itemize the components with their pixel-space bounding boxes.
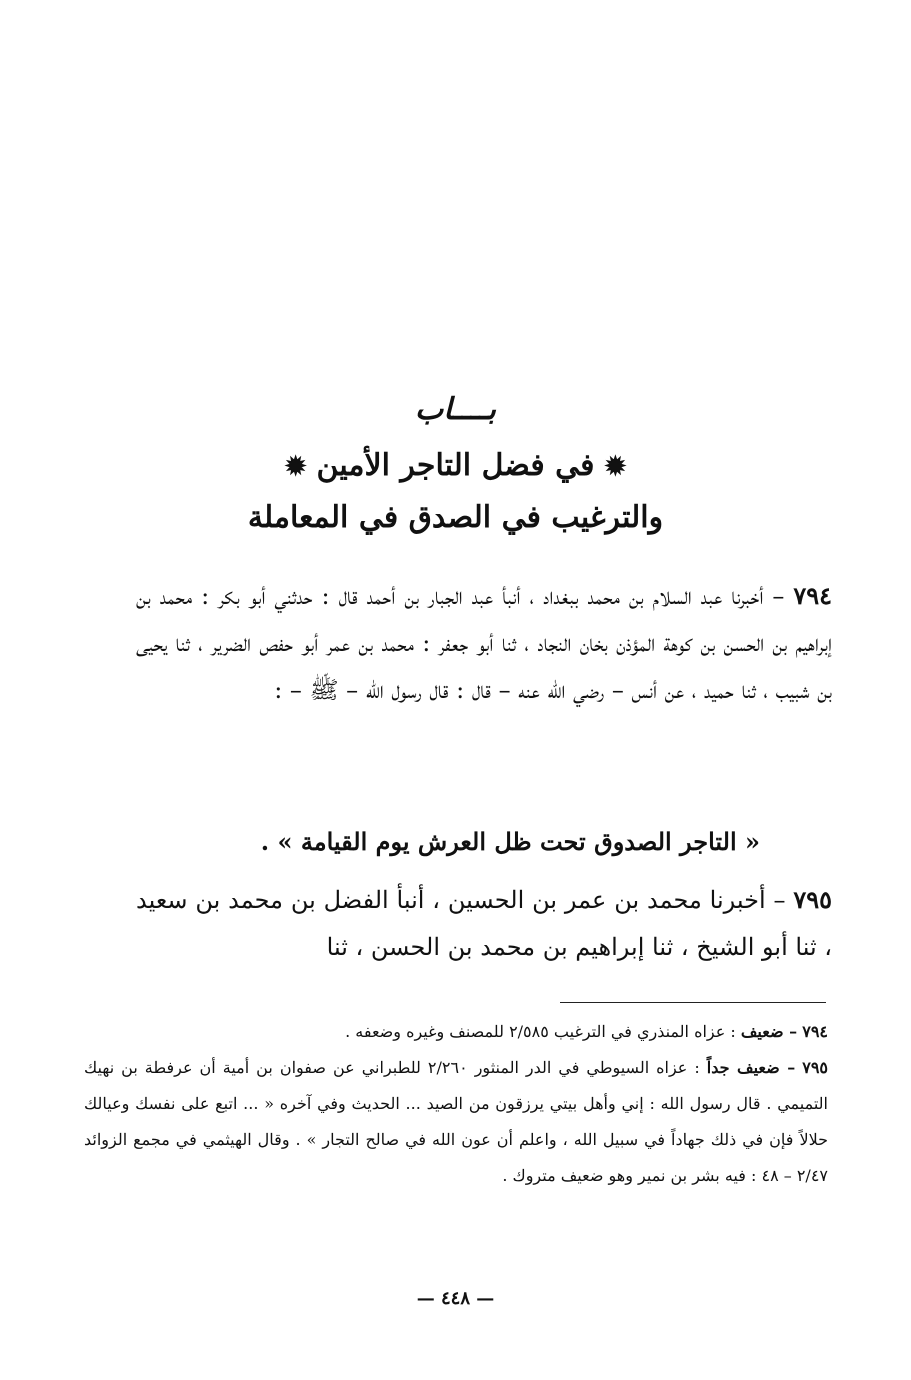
footnote-text: : عزاه المنذري في الترغيب ٢/٥٨٥ للمصنف وغيره وضعفه . [345,1022,736,1041]
hadith-794-text: – أخبرنا عبد السلام بن محمد ببغداد ، أنبأ عبد الجبار بن أحمد قال : حدثني أبو بكر : محمد بن إبراهيم بن الحسن بن كوهة المؤذن بخان النجاد ، ثنا أبو جعفر : محمد بن عمر أبو حفص الضرير ، ثنا يحيى بن شبيب ، ثنا حميد ، عن أنس – رضي الله عنه – قال : قال رسول الله – ﷺ – : [136,582,833,704]
footnote-text: : عزاه السيوطي في الدر المنثور ٢/٢٦٠ للطبراني عن صفوان بن أمية أن عرفطة بن نهيك التميمي . قال رسول الله : إني وأهل بيتي يرزقون من الصيد ... الحديث وفي آخره « ... اتبع على نفسك وعيالك حلالاً فإن في ذلك جهاداً في سبيل الله ، واعلم أن عون الله في صالح التجار » . وقال الهيثمي في مجمع الزوائد ٢/٤٧ – ٤٨ : فيه بشر بن نمير وهو ضعيف متروك . [84,1058,828,1185]
footnote-grade: – ضعيف [740,1022,798,1041]
hadith-795-paragraph [136,876,832,971]
hadith-794-quote: « التاجر الصدوق تحت ظل العرش يوم القيامة » . [260,827,760,856]
footnote-grade: – ضعيف جداً [706,1058,796,1077]
chapter-title-line-2 [0,500,911,535]
footnote-794 [84,1014,828,1050]
hadith-794-paragraph [136,572,832,714]
chapter-title-text-1: في فضل التاجر الأمين [316,448,595,483]
footnotes [84,1014,828,1194]
footnote-number: ٧٩٥ [802,1058,829,1077]
hadith-794-number: ٧٩٤ [793,581,832,610]
footnote-separator [560,1002,826,1003]
chapter-label-text: بــــاب [415,392,496,427]
footnote-number: ٧٩٤ [802,1022,828,1041]
chapter-title-line-1 [0,448,911,483]
hadith-795-number: ٧٩٥ [793,885,832,914]
footnote-795 [84,1050,828,1194]
hadith-795-text: – أخبرنا محمد بن عمر بن الحسين ، أنبأ الفضل بن محمد بن سعيد ، ثنا أبو الشيخ ، ثنا إبراهيم بن محمد بن الحسن ، ثنا [136,886,832,961]
chapter-label [0,392,911,427]
chapter-title-text-2: والترغيب في الصدق في المعاملة [247,500,664,535]
ornament-star-icon: ✹ [284,452,307,482]
ornament-star-icon: ✹ [604,452,627,482]
page-number: — ٤٤٨ — [416,1288,495,1309]
